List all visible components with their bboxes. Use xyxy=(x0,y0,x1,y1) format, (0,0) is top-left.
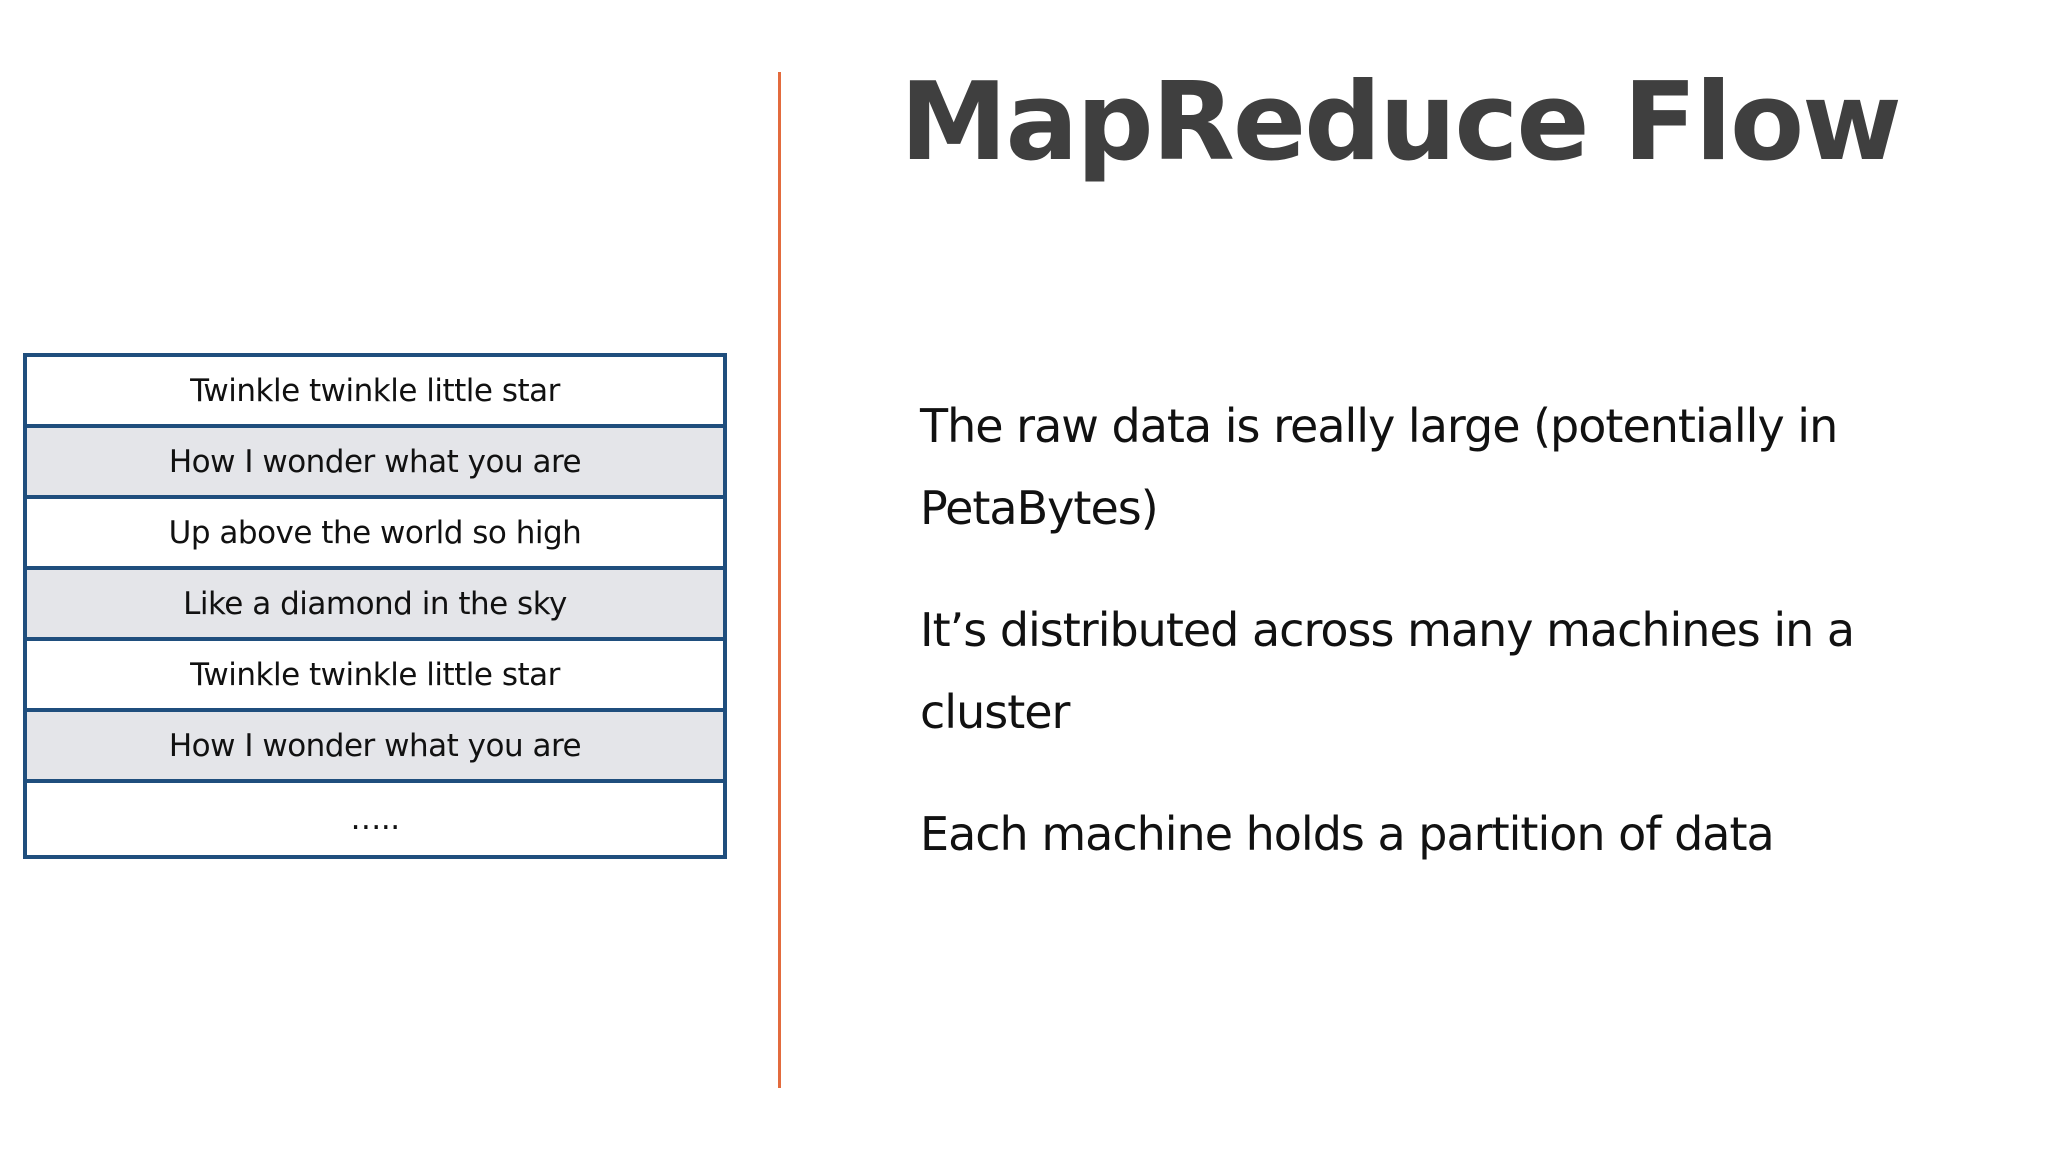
table-row: Like a diamond in the sky xyxy=(27,570,723,641)
raw-data-table xyxy=(23,353,727,859)
table-row: Twinkle twinkle little star xyxy=(27,641,723,712)
table-row: How I wonder what you are xyxy=(27,428,723,499)
slide-title: MapReduce Flow xyxy=(900,60,1900,185)
table-row: How I wonder what you are xyxy=(27,712,723,783)
table-row: Twinkle twinkle little star xyxy=(27,357,723,428)
bullet-text: It’s distributed across many machines in a cluster xyxy=(920,603,1855,739)
table-row: Up above the world so high xyxy=(27,499,723,570)
bullet-text: The raw data is really large (potentially in PetaBytes) xyxy=(920,399,1838,535)
bullet-text: Each machine holds a partition of data xyxy=(920,807,1774,861)
table-row-ellipsis: ….. xyxy=(350,801,400,837)
bullet-list xyxy=(920,385,2000,915)
vertical-divider xyxy=(778,72,781,1088)
